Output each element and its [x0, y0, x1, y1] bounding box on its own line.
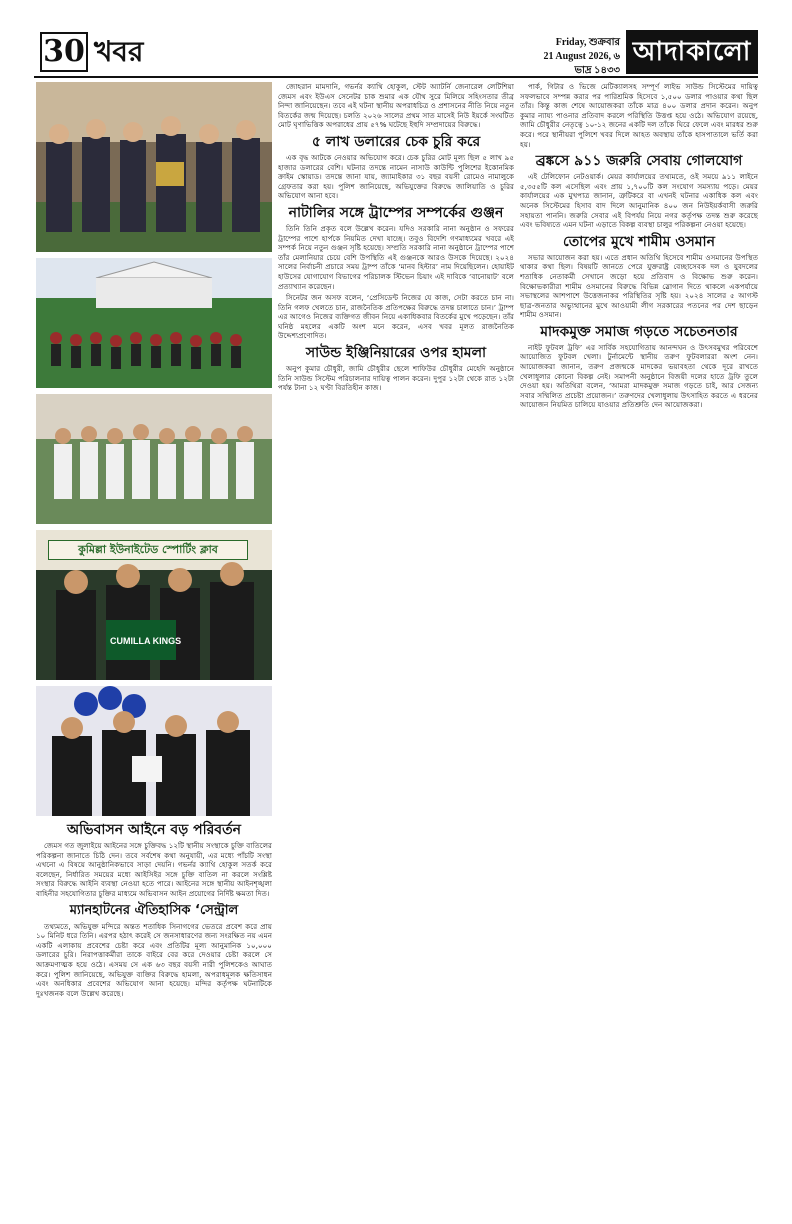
photo-team-group [36, 394, 272, 524]
article-sound-body: অনুপ কুমার চৌধুরী, জামি চৌধুরীর ছেলে শাফিউর চৌধুরীর মেহেদি অনুষ্ঠানে তিনি সাউন্ড সিস্টেম পরিচালনার দায়িত্ব পালন করেন। দুপুর ১২টা থেকে রাত ১২টা পর্যন্ত টানা ১২ ঘণ্টা বিরতিহীন কাজ। [278, 364, 514, 393]
headline-drug-free-society: মাদকমুক্ত সমাজ গড়তে সচেতনতার [540, 323, 738, 340]
article-check-body: এক বৃদ্ধ আটকে নেওয়ার অভিযোগ করে। চেক চুরির মোট মূল্য ছিল ৫ লাখ ৯৫ হাজার ডলারের বেশি। ঘটনার তদন্তে নামেন নাসাউ কাউন্টি পুলিশের ইকোনমিক ক্রাইম স্কোয়াড। তদন্তে জানা যায়, জ্যামাইকার ৩১ বছর বয়সী রোমেও নামালুকে গ্রেফতার করা হয়। পুলিশ জানিয়েছে, অভিযুক্তের বিরুদ্ধে জালিয়াতি ও চুরির অভিযোগ আনা হবে। [278, 152, 514, 201]
article-natalie-body: তিনি তিনি প্রকৃত বলে উল্লেখ করেন। যদিও সরকারি নানা অনুষ্ঠান ও সফরের ট্রাম্পের পাশে হার্পকে নিয়মিত দেখা যাচ্ছে। তবুও বিদেশি গণমাধ্যমের খবরে এই সম্পর্ক নিয়ে নতুন গুঞ্জন সৃষ্টি হয়েছে। সম্প্রতি সরকারি নানা অনুষ্ঠানে ট্রাম্পের পাশে তাঁর মেলানিয়ার চেয়ে বেশি উপস্থিতি এই গুঞ্জনকে আরও উসকে দিয়েছে। ২০২৪ সালের নির্বাচনী প্রচারে সময় ট্রাম্প তাঁকে ‘মানব হিল্টার’ নাম দিয়েছিলেন। হোয়াইট হাউসের যোগাযোগ বিভাগের পরিচালক স্টিভেন চিয়াং এই দাবিকে ‘বানোয়াট’ বলে প্রত্যাখ্যান করেছেন। [278, 223, 514, 291]
article-immigration-body: জেমস গত জুলাইয়ে আইনের সঙ্গে চুক্তিবদ্ধ ১২টি স্থানীয় সংস্থাকে চুক্তি বাতিলের পরিকল্পনা জানাতে চিঠি দেন। তবে সর্বশেষ কথা অনুযায়ী, এর মধ্যে পাঁচটি সংস্থা এখনো এ বিষয়ে আনুষ্ঠানিকভাবে সাড়া দেয়নি। গভর্নর ক্যাথি হোকুল সতর্ক করে বলেছেন, নির্ধারিত সময়ের মধ্যে আইসিইর সঙ্গে চুক্তি বাতিল না করলে সংশ্লিষ্ট সংস্থার বিরুদ্ধে আইনি ব্যবস্থা নেওয়া হতে পারে। আইনের সঙ্গে স্থানীয় আইনশৃঙ্খলা বাহিনীর সহযোগিতার চুক্তির মাধ্যমে অভিবাসন আইন প্রয়োগের নির্দিষ্ট ক্ষমতা দিত। [36, 841, 272, 898]
article-continuation: জোহরান মামদানি, গভর্নর ক্যাথি হোকুল, স্টেট অ্যাটর্নি জেনারেল লেটিশিয়া জেমস এবং ইউএস সেনেটর চাক শুমার এক যৌথ সুরে মিলিয়ে সহিংসতার তীব্র নিন্দা জানিয়েছেন। তবে এই ঘটনা স্থানীয় অপরাধচিত্র ও প্রশাসনের নীতি নিয়ে নতুন বিতর্কের জন্ম দিয়েছে। চলতি ২০২৬ সালের প্রথম সাত মাসেই নিউ ইয়র্কে সংঘটিত মোট ঘৃণাভিত্তিক অপরাধের প্রায় ৫৭% ঘটেছে ইহুদি সম্প্রদায়ের বিরুদ্ধে। [278, 82, 514, 130]
article-natalie-body-2: সিনেটর জন অসফ বলেন, ‘প্রেসিডেন্ট নিজের যে কাজ, সেটা করতে চান না। তিনি গলফ খেলতে চান, রাজনৈতিক প্রতিপক্ষের বিরুদ্ধে তদন্ত চালাতে চান।’ ট্রাম্প এর আগেও নিজের ব্যক্তিগত জীবন নিয়ে একাধিকবার বিতর্কের মুখে পড়েছেন। তাঁর ঘনিষ্ঠ মহলের একটি অংশ মনে করেন, এসব খবর মূলত রাজনৈতিক উদ্দেশ্যপ্রণোদিত। [278, 293, 514, 341]
article-shamim-body: সভার আয়োজন করা হয়। এতে প্রধান অতিথি হিসেবে শামীম ওসমানের উপস্থিত থাকার কথা ছিল। বিষয়টি জানতে পেরে যুক্তরাষ্ট্র বেচ্ছাসেবক দল ও যুবদলের শতাধিক নেতাকর্মী সেখানে জড়ো হয়ে প্রতিবাদ ও বিক্ষোভ শুরু করেন। বিক্ষোভকারীরা শামীম ওসমানের বিরুদ্ধে বিভিন্ন স্লোগান দিতে থাকলে একপর্যায়ে সভাস্থলের আশপাশে উত্তেজনাকর পরিস্থিতির সৃষ্টি হয়। ২০২৪ সালের ৫ আগস্ট ছাত্র-জনতার অভ্যুত্থানের মুখে আওয়ামী লীগ সরকারের পতনের পর দেশ ছাড়েন শামীম ওসমান। [520, 252, 758, 320]
headline-check-theft: ৫ লাখ ডলারের চেক চুরি করে [311, 133, 481, 150]
headline-central-manhattan: ম্যানহাটনের ঐতিহাসিক ‘সেন্ট্রাল [69, 902, 239, 918]
date-label: 21 August 2026, ৬ ভাদ্র ১৪৩৩ [543, 51, 620, 76]
column-1 [36, 82, 272, 1192]
article-sound-continuation: পার্ক, গিটার ও ভিজে মেটিক্যালসহ সম্পূর্ণ লাইভ সাউন্ড সিস্টেমের দায়িত্ব সফলভাবে সম্পন্ন করার পর পারিশ্রমিক হিসেবে ১,৫০০ ডলার পাওয়ার কথা ছিল তাঁর। কিন্তু কাজ শেষে আয়োজকরা তাঁকে মাত্র ৪০০ ডলার প্রদান করেন। অনুপ কুমার ন্যায্য পাওনার প্রতিবাদ করলে পরিস্থিতি উত্তপ্ত হয়ে ওঠে। অভিযোগ রয়েছে, জামি চৌধুরীর নেতৃত্বে ১০-১২ জনের একটি দল তাঁকে ঘিরে ফেলে এবং মারধর শুরু করে। পরে স্থানীয়রা পুলিশে খবর দিলে আহত অবস্থায় তাঁকে হাসপাতালে ভর্তি করা হয়। [520, 82, 758, 149]
column-2 [278, 82, 514, 1192]
article-central-body: তথ্যমতে, অভিযুক্ত মন্দিরে অন্তত শতাধিক সিনাগগের ভেতরে প্রবেশ করে প্রায় ১০ মিনিট ধরে তিনি। এরপর হঠাৎ করেই সে জনসাধারণের জন্য সংরক্ষিত নয় এমন একটি এলাকায় প্রবেশের চেষ্টা করে এবং প্রতিটির মূল্য আনুমানিক ১০,০০০ ডলারের চুরি। নিরাপত্তাকর্মীরা তাকে বাইরে বের করে দেওয়ার চেষ্টা করলে সে আক্রমণাত্মক হয়ে ওঠে। এসময় সে এক ৬৩ বছর বয়সী নারী পুলিশকেও আঘাত করে। পুলিশ জানিয়েছে, অভিযুক্ত ব্যক্তির বিরুদ্ধে হামলা, অপরাধমূলক ক্ষতিসাধন এবং অনধিকার প্রবেশের অভিযোগ আনা হয়েছে। মন্দির কর্তৃপক্ষ ঘটনাটিকে দুঃখজনক বলে উল্লেখ করেছে। [36, 921, 272, 998]
section-title: খবর [94, 35, 144, 68]
headline-shamim-osman: তোপের মুখে শামীম ওসমান [563, 233, 715, 250]
column-3 [520, 82, 758, 1192]
page-number: 30 [40, 32, 88, 72]
article-drug-free-body: নাইট ফুটবল ট্রফি’ এর সার্বিক সহযোগিতায় আনন্দঘন ও উৎসবমুখর পরিবেশে আয়োজিত ফুটবল খেলা। টুর্নামেন্টে স্থানীয় তরুণ ফুটবলাররা অংশ নেন। আয়োজকরা জানান, তরুণ প্রজন্মকে মাদকের ভয়াবহতা থেকে দূরে রাখতে খেলাধুলার কোনো বিকল্প নেই। সমাপনী অনুষ্ঠানে বিজয়ী দলের হাতে ট্রফি তুলে দেওয়া হয়। অতিথিরা বলেন, ‘আমরা মাদকমুক্ত সমাজ গড়তে চাই, আর সেজন্য সবার সম্মিলিত প্রচেষ্টা প্রয়োজন।’ তরুণদের খেলাধুলায় উৎসাহিত করতে এ ধরনের আয়োজন নিয়মিত চালিয়ে যাওয়ার প্রতিশ্রুতি দেন আয়োজকরা। [520, 342, 758, 410]
article-911-body: এই টেলিফোন নেটওয়ার্ক। মেয়র কার্যালয়ের তথ্যমতে, ওই সময়ে ৯১১ লাইনে ৫,৩৫৫টি কল এসেছিল এবং প্রায় ১,৭০০টি কল সংযোগ সমস্যায় পড়ে। মেয়র কার্যালয়ের এক মুখপাত্র জানান, ত্রুটিকরে বা এখনই ঘটনার একাধিক কল এবং অনেক সিস্টেমের হিসাব বাদ দিলে আনুমানিক ৪০০ জন নিউইয়র্কবাসী জরুরি সহায়তা পাননি। জরুরি সেবার এই বিপর্যয় নিয়ে নগর কর্তৃপক্ষ তদন্ত শুরু করেছে এবং ভবিষ্যতে এমন ঘটনা এড়াতে বিকল্প ব্যবস্থা চালুর পরিকল্পনা নেওয়া হয়েছে। [520, 172, 758, 230]
photo-award-ceremony [36, 82, 272, 252]
club-banner: কুমিল্লা ইউনাইটেড স্পোর্টিং ক্লাব [48, 540, 248, 560]
masthead [34, 30, 758, 78]
dateline [534, 36, 620, 78]
photo-cumilla-kings [36, 530, 272, 680]
headline-sound-engineer: সাউন্ড ইঞ্জিনিয়ারের ওপর হামলা [305, 345, 487, 362]
day-label: Friday, শুক্রবার [555, 37, 620, 48]
newspaper-logo: আদাকালো [626, 30, 758, 74]
headline-immigration-law: অভিবাসন আইনে বড় পরিবর্তন [67, 822, 241, 838]
headline-natalie-trump: নাটালির সঙ্গে ট্রাম্পের সম্পর্কের গুঞ্জন [288, 204, 504, 221]
jersey-label: CUMILLA KINGS [110, 636, 182, 646]
photo-balloons-trophy [36, 686, 272, 816]
headline-bronx-911: ব্রঙ্কসে ৯১১ জরুরি সেবায় গোলযোগ [535, 153, 743, 170]
photo-field-tent [36, 258, 272, 388]
